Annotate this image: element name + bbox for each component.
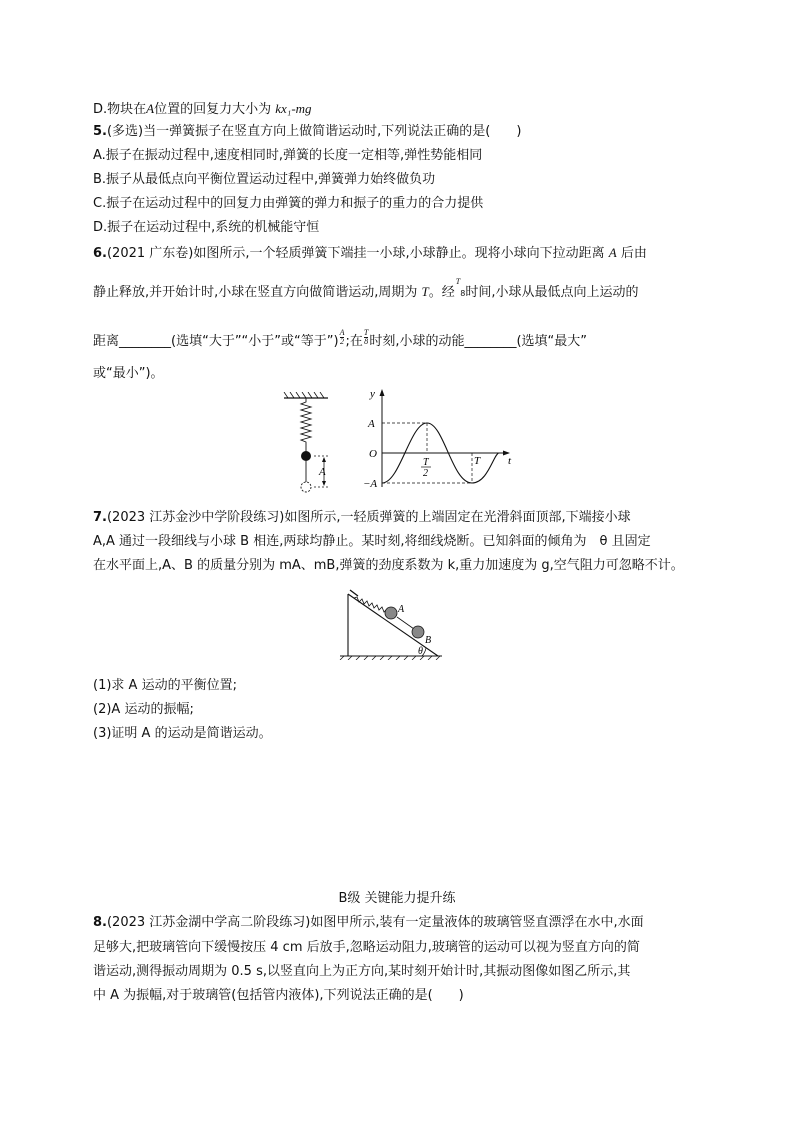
ball-a xyxy=(385,607,397,619)
ball-lowest xyxy=(301,482,311,492)
q5-option-d: D.振子在运动过程中,系统的机械能守恒 xyxy=(93,220,320,235)
q5-option-b: B.振子从最低点向平衡位置运动过程中,弹簧弹力始终做负功 xyxy=(93,172,436,187)
graph-t-axis: t xyxy=(508,455,512,467)
q6-line1-end: 后由 xyxy=(620,246,647,261)
q6-line3-b: (选填“大于”“小于”或“等于”) xyxy=(171,334,339,349)
q6-frac-t8-den: 8 xyxy=(460,289,466,298)
q6-line3-e: (选填“最大” xyxy=(516,334,587,349)
q6-line-4: 或“最小”)。 xyxy=(93,366,164,381)
q6-spring-figure xyxy=(278,392,338,496)
q7-sub-1: (1)求 A 运动的平衡位置; xyxy=(93,678,237,693)
q7-line-3: 在水平面上,A、B 的质量分别为 mA、mB,弹簧的劲度系数为 k,重力加速度为 g,空气阻力可忽略不计。 xyxy=(93,558,684,573)
q8-line-4: 中 A 为振幅,对于玻璃管(包括管内液体),下列说法正确的是( ) xyxy=(93,988,464,1003)
q6-line2-a: 静止释放,并开始计时,小球在竖直方向做简谐运动,周期为 xyxy=(93,285,418,300)
q6-line-2 xyxy=(93,277,639,302)
q6-line-1 xyxy=(93,245,647,262)
q7-incline-figure xyxy=(338,588,450,660)
graph-t2-num: T xyxy=(423,457,429,468)
q4-d-formula: kx₁-mg xyxy=(275,101,312,116)
q7-sub-3: (3)证明 A 的运动是简谐运动。 xyxy=(93,726,272,741)
q4-d-var: A xyxy=(146,101,155,116)
q5-stem xyxy=(93,124,521,140)
ball-b xyxy=(412,626,424,638)
q6-frac-a2-den: 2 xyxy=(340,337,345,346)
section-heading: B级 关键能力提升练 xyxy=(338,891,456,906)
q7-line-1 xyxy=(93,510,631,526)
q6-line-3 xyxy=(93,328,587,350)
graph-a-label: A xyxy=(368,418,375,430)
graph-neg-a-label: −A xyxy=(363,478,378,490)
q7-line1-text: (2023 江苏金沙中学阶段练习)如图所示,一轻质弹簧的上端固定在光滑斜面顶部,下端接小球 xyxy=(106,510,631,525)
q6-frac-t8-num: T xyxy=(455,277,461,286)
q6-line3-c: ;在 xyxy=(345,334,363,349)
incline-label-theta: θ xyxy=(418,646,423,657)
q6-frac-t8 xyxy=(456,278,460,286)
incline-label-a: A xyxy=(398,604,405,615)
spring-label-a: A xyxy=(319,466,326,478)
q4-option-d xyxy=(93,101,312,118)
q6-line3-d: 时刻,小球的动能 xyxy=(369,334,465,349)
q6-blank-2[interactable]: ________ xyxy=(464,334,517,349)
q6-var-a: A xyxy=(608,245,617,260)
q7-number: 7. xyxy=(93,510,107,525)
q5-option-a: A.振子在振动过程中,速度相同时,弹簧的长度一定相等,弹性势能相同 xyxy=(93,148,483,163)
q8-line-1 xyxy=(93,915,644,931)
q6-line2-b: 。经 xyxy=(428,285,455,300)
ball-equilibrium xyxy=(301,451,311,461)
q7-line-2: A,A 通过一段细线与小球 B 相连,两球均静止。某时刻,将细线烧断。已知斜面的倾角为 θ 且固定 xyxy=(93,534,651,549)
q5-option-c: C.振子在运动过程中的回复力由弹簧的弹力和振子的重力的合力提供 xyxy=(93,196,484,211)
q8-line1-text: (2023 江苏金湖中学高二阶段练习)如图甲所示,装有一定量液体的玻璃管竖直漂浮在水中,水面 xyxy=(106,915,644,930)
graph-t-tick: T xyxy=(474,455,481,467)
q6-frac-a2 xyxy=(340,329,345,346)
q8-line-2: 足够大,把玻璃管向下缓慢按压 4 cm 后放手,忽略运动阻力,玻璃管的运动可以视为竖直方向的简 xyxy=(93,940,640,955)
q6-sine-graph xyxy=(360,385,520,495)
graph-t2-den: 2 xyxy=(423,468,428,479)
q6-line2-c: 时间,小球从最低点向上运动的 xyxy=(465,285,639,300)
q5-number: 5. xyxy=(93,124,107,139)
spring-coil xyxy=(301,398,311,452)
q4-d-mid: 位置的回复力大小为 xyxy=(154,102,272,117)
q8-number: 8. xyxy=(93,915,107,930)
q6-blank-1[interactable]: ________ xyxy=(119,334,172,349)
q4-d-prefix: D.物块在 xyxy=(93,102,147,117)
q6-line1-text: (2021 广东卷)如图所示,一个轻质弹簧下端挂一小球,小球静止。现将小球向下拉动距离 xyxy=(106,246,605,261)
graph-y-label: y xyxy=(370,388,375,400)
q6-number: 6. xyxy=(93,246,107,261)
q8-line-3: 谐运动,测得振动周期为 0.5 s,以竖直向上为正方向,某时刻开始计时,其振动图像如图乙所示,其 xyxy=(93,964,631,979)
q6-var-t: T xyxy=(421,284,429,299)
q5-stem-text: (多选)当一弹簧振子在竖直方向上做简谐运动时,下列说法正确的是( ) xyxy=(106,124,522,139)
q6-frac-t8b-num: T xyxy=(363,328,369,337)
q6-frac-a2-num: A xyxy=(339,328,345,337)
q6-frac-t8b xyxy=(364,329,368,346)
graph-o-label: O xyxy=(369,448,377,460)
incline-label-b: B xyxy=(425,635,432,646)
q7-sub-2: (2)A 运动的振幅; xyxy=(93,702,194,717)
q6-line3-a: 距离 xyxy=(93,334,120,349)
q6-frac-t8b-den: 8 xyxy=(364,337,369,346)
